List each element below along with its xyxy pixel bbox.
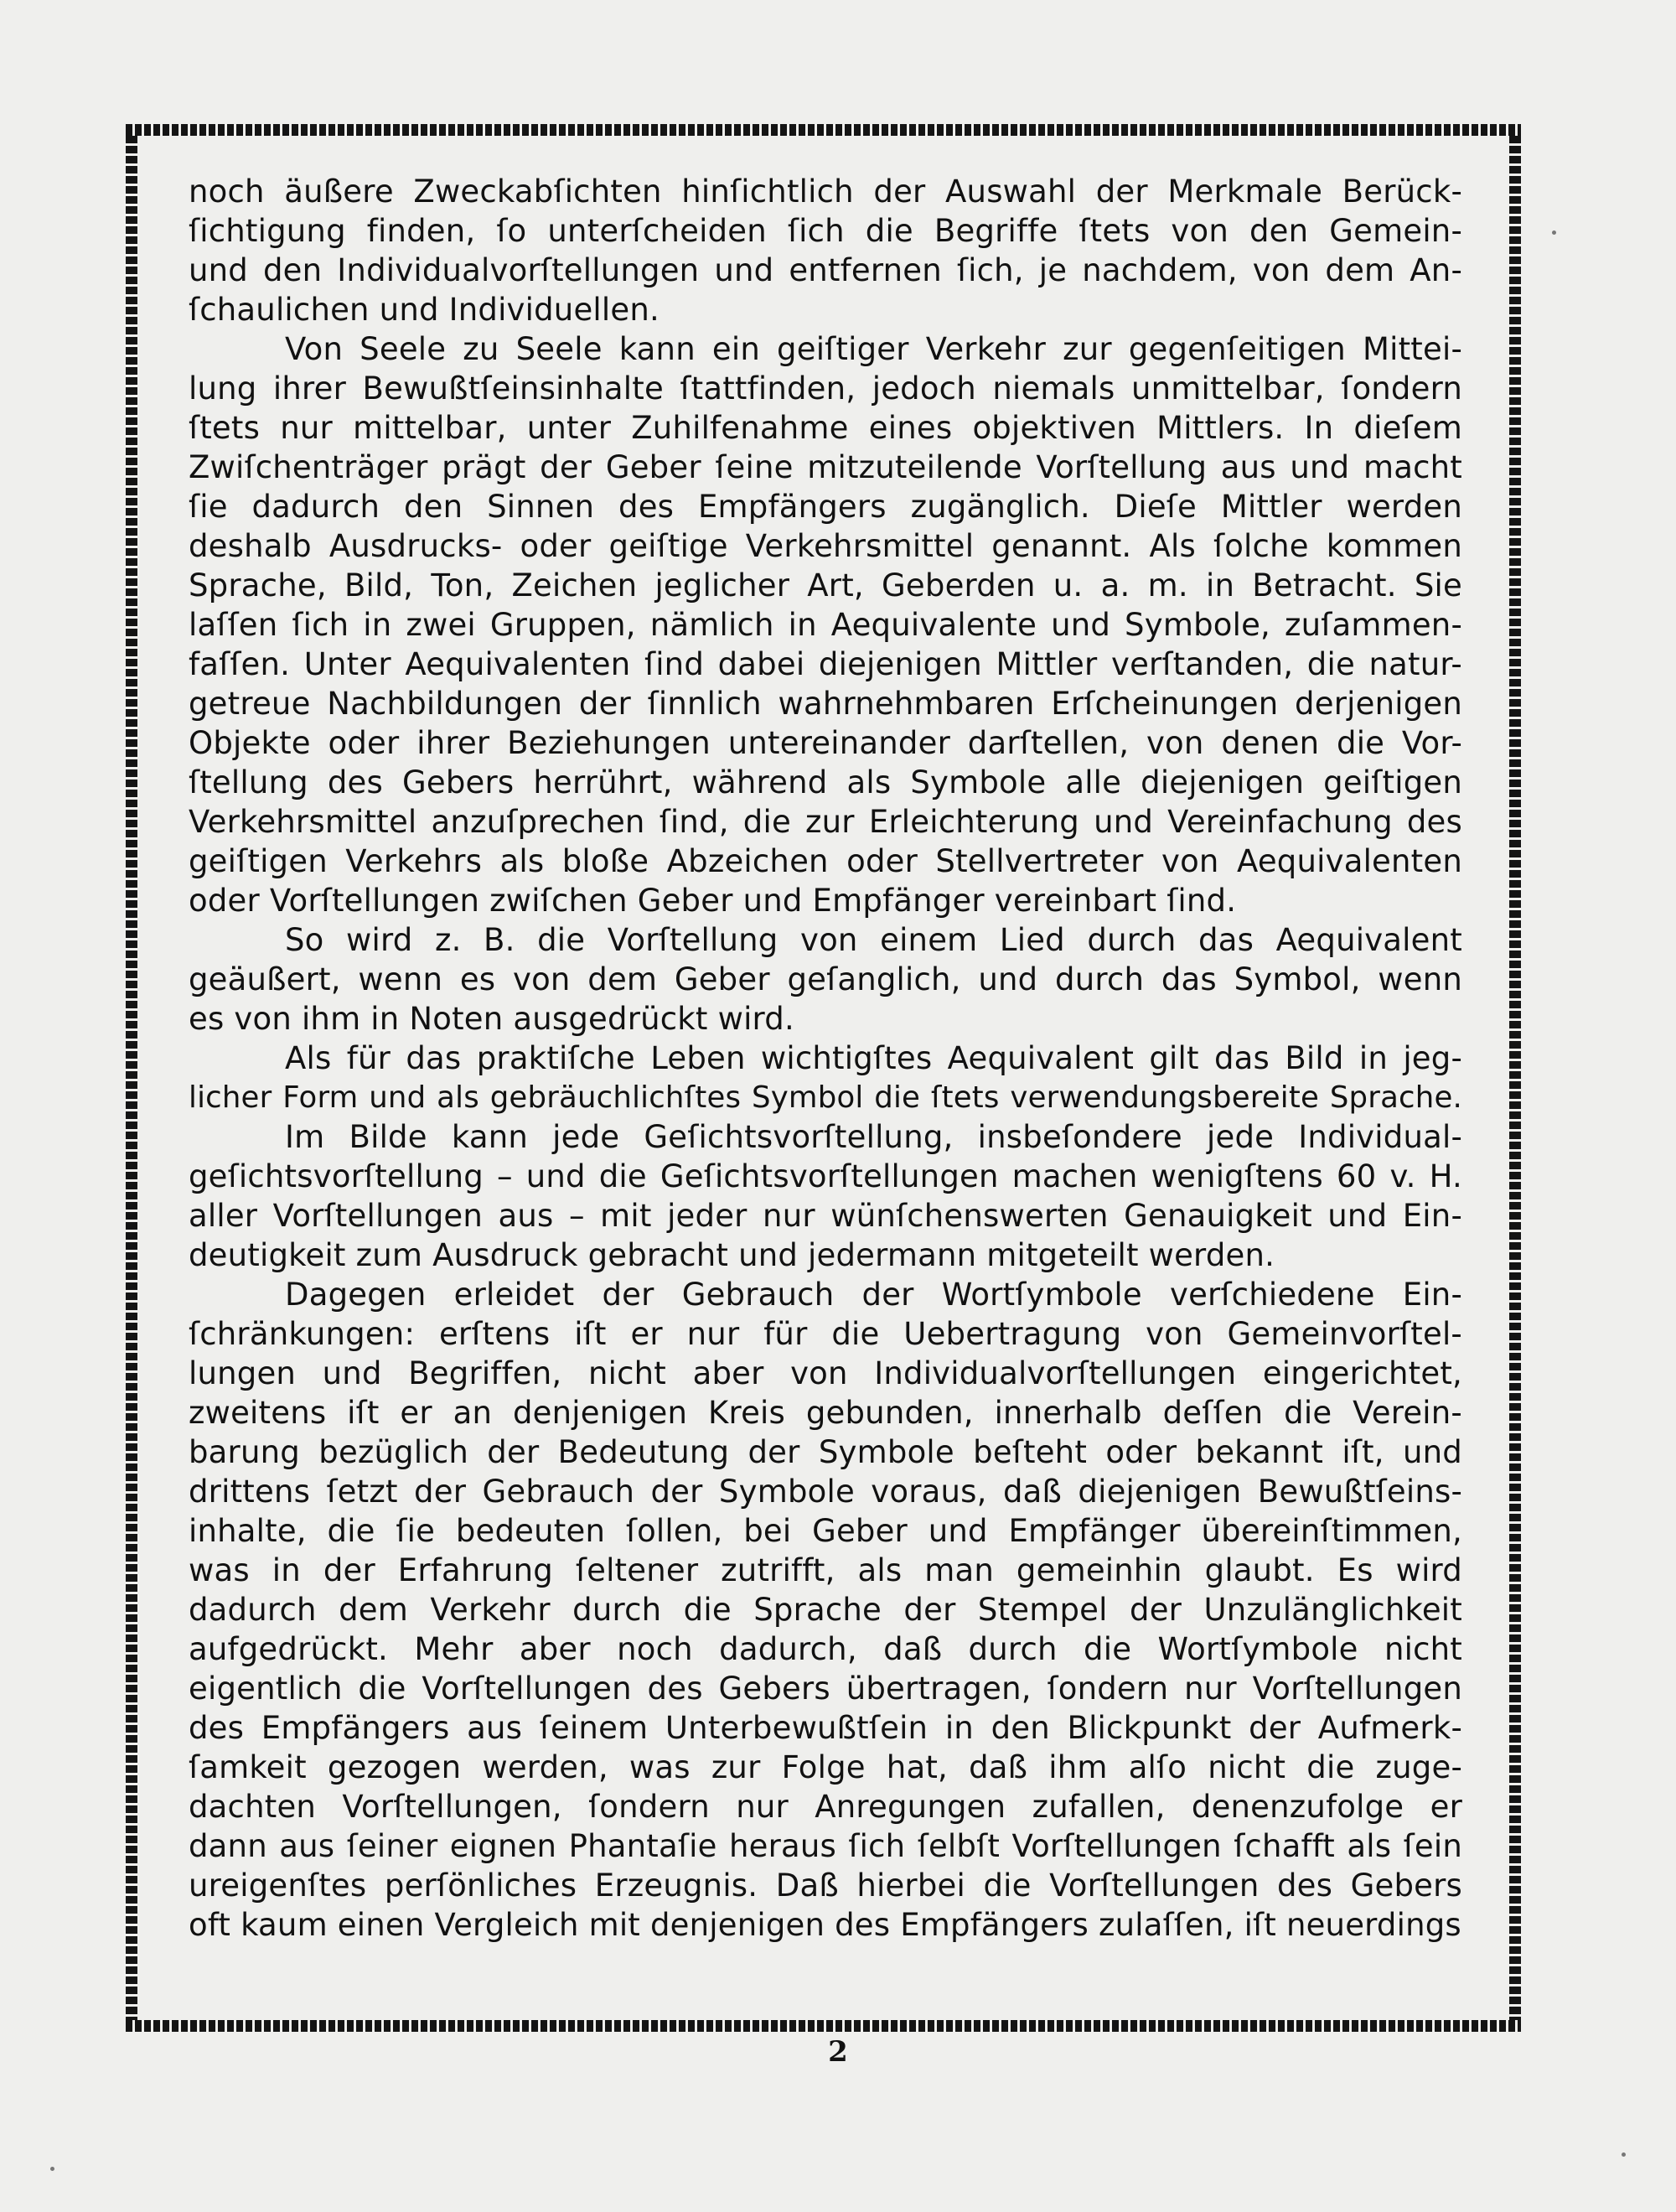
text-line: Dagegen erleidet der Gebrauch der Wortſymbole verſchiedene Ein- <box>285 1277 1462 1313</box>
paper-speck <box>1552 231 1556 235</box>
text-line: ſtets nur mittelbar, unter Zuhilfenahme eines objektiven Mittlers. In dieſem <box>189 410 1462 446</box>
text-line: geäußert, wenn es von dem Geber geſanglich, und durch das Symbol, wenn <box>189 961 1462 997</box>
paper-speck <box>1622 2152 1626 2157</box>
text-line: eigentlich die Vorſtellungen des Gebers übertragen, ſondern nur Vorſtellungen <box>189 1671 1462 1707</box>
text-line: was in der Erfahrung ſeltener zutrifft, als man gemeinhin glaubt. Es wird <box>189 1552 1462 1588</box>
text-line: aller Vorſtellungen aus – mit jeder nur wünſchenswerten Genauigkeit und Ein- <box>189 1198 1462 1234</box>
paper-speck <box>50 2167 54 2171</box>
text-line: Zwiſchenträger prägt der Geber ſeine mitzuteilende Vorſtellung aus und macht <box>189 449 1462 485</box>
text-line: aufgedrückt. Mehr aber noch dadurch, daß durch die Wortſymbole nicht <box>189 1631 1462 1667</box>
text-line: barung bezüglich der Bedeutung der Symbole beſteht oder bekannt iſt, und <box>189 1434 1462 1470</box>
text-line: oft kaum einen Vergleich mit denjenigen des Empfängers zulaſſen, iſt neuerdings <box>189 1907 1461 1943</box>
text-line: des Empfängers aus ſeinem Unterbewußtſein in den Blickpunkt der Aufmerk- <box>189 1710 1462 1746</box>
text-line: lungen und Begriffen, nicht aber von Individualvorſtellungen eingerichtet, <box>189 1355 1462 1391</box>
text-line: Als für das praktiſche Leben wichtigſtes Aequivalent gilt das Bild in jeg- <box>285 1040 1462 1076</box>
text-line: dann aus ſeiner eignen Phantaſie heraus ſich ſelbſt Vorſtellungen ſchafft als ſein <box>189 1828 1462 1864</box>
text-line: licher Form und als gebräuchlichſtes Symbol die ſtets verwendungsbereite Sprache. <box>189 1080 1462 1115</box>
border-right-edge <box>1509 136 1521 2020</box>
text-line: Sprache, Bild, Ton, Zeichen jeglicher Art, Geberden u. a. m. in Betracht. Sie <box>189 567 1462 604</box>
body-text <box>189 172 1462 1974</box>
text-line: faſſen. Unter Aequivalenten ſind dabei diejenigen Mittler verſtanden, die natur- <box>189 646 1462 682</box>
text-line: Von Seele zu Seele kann ein geiſtiger Verkehr zur gegenſeitigen Mittei- <box>285 331 1462 367</box>
text-line: ſamkeit gezogen werden, was zur Folge hat, daß ihm alſo nicht die zuge- <box>189 1749 1462 1785</box>
text-line: Verkehrsmittel anzuſprechen ſind, die zur Erleichterung und Vereinfachung des <box>189 804 1462 840</box>
text-line: Im Bilde kann jede Geſichtsvorſtellung, insbeſondere jede Individual- <box>285 1119 1462 1155</box>
page-number: 2 <box>828 2035 848 2069</box>
text-line: noch äußere Zweckabſichten hinſichtlich der Auswahl der Merkmale Berück- <box>189 174 1462 210</box>
text-line: zweitens iſt er an denjenigen Kreis gebunden, innerhalb deſſen die Verein- <box>189 1395 1462 1431</box>
text-line: drittens ſetzt der Gebrauch der Symbole voraus, daß diejenigen Bewußtſeins- <box>189 1474 1462 1510</box>
text-line: getreue Nachbildungen der ſinnlich wahrnehmbaren Erſcheinungen derjenigen <box>189 686 1462 722</box>
text-line: inhalte, die ſie bedeuten ſollen, bei Geber und Empfänger übereinſtimmen, <box>189 1513 1462 1549</box>
text-line: deutigkeit zum Ausdruck gebracht und jedermann mitgeteilt werden. <box>189 1237 1275 1273</box>
text-line: So wird z. B. die Vorſtellung von einem Lied durch das Aequivalent <box>285 922 1462 958</box>
text-line: dachten Vorſtellungen, ſondern nur Anregungen zufallen, denenzufolge er <box>189 1789 1462 1825</box>
text-line: ureigenſtes perſönliches Erzeugnis. Daß hierbei die Vorſtellungen des Gebers <box>189 1868 1462 1904</box>
text-line: dadurch dem Verkehr durch die Sprache der Stempel der Unzulänglichkeit <box>189 1592 1462 1628</box>
text-line: ſtellung des Gebers herrührt, während als Symbole alle diejenigen geiſtigen <box>189 764 1462 800</box>
text-line: ſchaulichen und Individuellen. <box>189 292 660 328</box>
text-line: geiſtigen Verkehrs als bloße Abzeichen oder Stellvertreter von Aequivalenten <box>189 843 1462 879</box>
text-line: es von ihm in Noten ausgedrückt wird. <box>189 1001 794 1037</box>
text-line: ſichtigung finden, ſo unterſcheiden ſich die Begriffe ſtets von den Gemein- <box>189 213 1462 249</box>
text-line: geſichtsvorſtellung – und die Geſichtsvorſtellungen machen wenigſtens 60 v. H. <box>189 1158 1462 1194</box>
text-line: und den Individualvorſtellungen und entfernen ſich, je nachdem, von dem An- <box>189 252 1462 288</box>
text-line: oder Vorſtellungen zwiſchen Geber und Empfänger vereinbart ſind. <box>189 883 1237 919</box>
text-line: lung ihrer Bewußtſeinsinhalte ſtattfinden, jedoch niemals unmittelbar, ſondern <box>189 370 1462 407</box>
text-line: Objekte oder ihrer Beziehungen untereinander darſtellen, von denen die Vor- <box>189 725 1462 761</box>
text-line: deshalb Ausdrucks- oder geiſtige Verkehrsmittel genannt. Als ſolche kommen <box>189 528 1462 564</box>
text-line: ſchränkungen: erſtens iſt er nur für die Uebertragung von Gemeinvorſtel- <box>189 1316 1462 1352</box>
text-line: ſie dadurch den Sinnen des Empfängers zugänglich. Dieſe Mittler werden <box>189 489 1462 525</box>
text-line: laſſen ſich in zwei Gruppen, nämlich in Aequivalente und Symbole, zuſammen- <box>189 607 1462 643</box>
border-left-edge <box>126 136 137 2020</box>
